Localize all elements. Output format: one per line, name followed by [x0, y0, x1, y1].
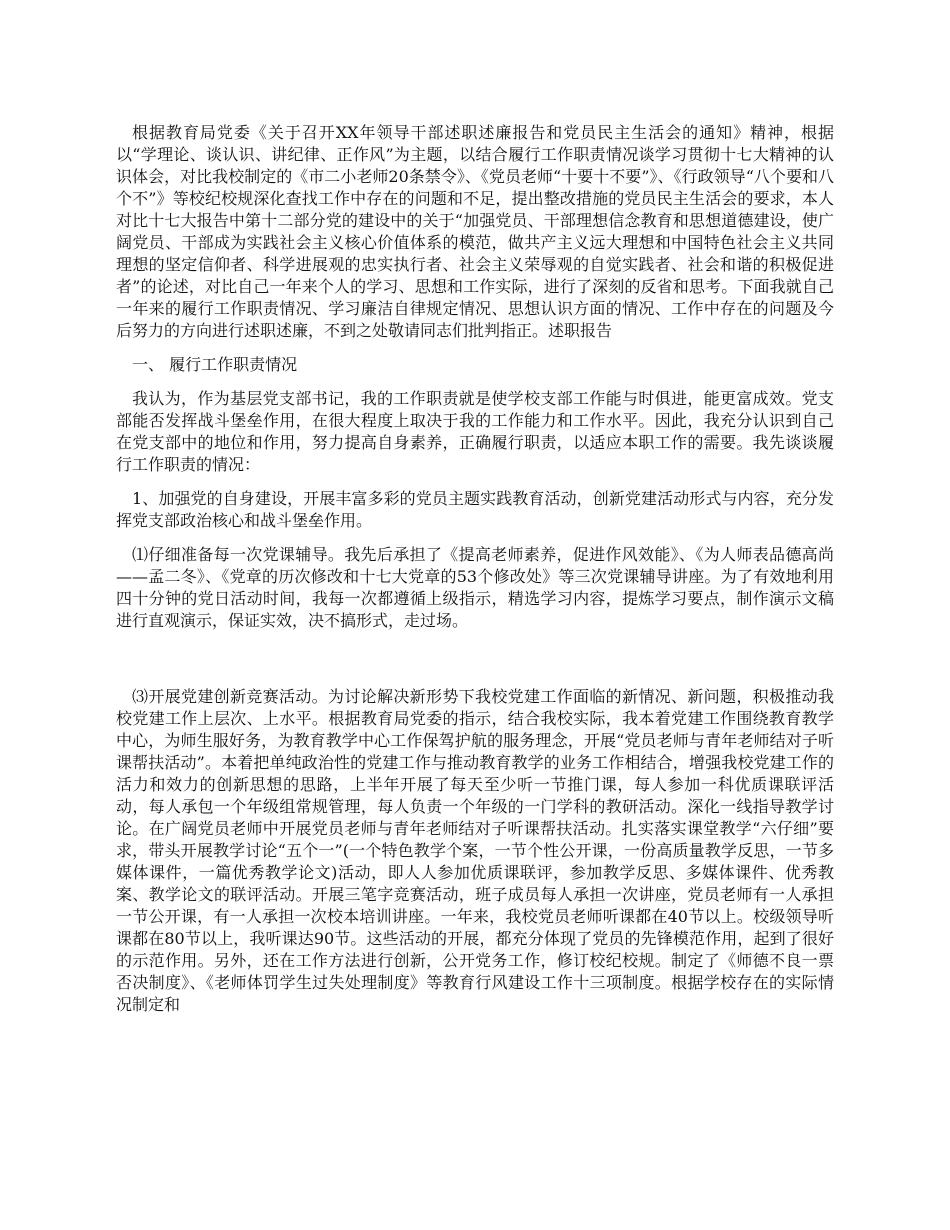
body-paragraph: 我认为，作为基层党支部书记，我的工作职责就是使学校支部工作能与时俱进，能更富成效。党支部能否发挥战斗堡垒作用，在很大程度上取决于我的工作能力和工作水平。因此，我充分认识到自己在党支部中的地位和作用，努力提高自身素养，正确履行职责，以适应本职工作的需要。我先谈谈履行工作职责的情况：	[116, 389, 834, 474]
section-heading: 一、 履行工作职责情况	[132, 355, 298, 374]
sub-item-1: ⑴仔细准备每一次党课辅导。我先后承担了《提高老师素养，促进作风效能》、《为人师表品德高尚——孟二冬》、《党章的历次修改和十七大党章的53个修改处》等三次党课辅导讲座。为了有效地利用四十分钟的党日活动时间，我每一次都遵循上级指示，精选学习内容，提炼学习要点，制作演示文稿进行直观演示，保证实效，决不搞形式，走过场。	[116, 545, 834, 630]
document-page	[116, 122, 834, 1016]
sub-item-3: ⑶开展党建创新竞赛活动。为讨论解决新形势下我校党建工作面临的新情况、新问题，积极推动我校党建工作上层次、上水平。根据教育局党委的指示，结合我校实际，我本着党建工作围绕教育教学中心，为师生服好务，为教育教学中心工作保驾护航的服务理念，开展“党员老师与青年老师结对子听课帮扶活动”。本着把单纯政治性的党建工作与推动教育教学的业务工作相结合，增强我校党建工作的活力和效力的创新思想的思路，上半年开展了每天至少听一节推门课，每人参加一科优质课联评活动，每人承包一个年级组常规管理，每人负责一个年级的一门学科的教研活动。深化一线指导教学讨论。在广阔党员老师中开展党员老师与青年老师结对子听课帮扶活动。扎实落实课堂教学“六仔细”要求，带头开展教学讨论“五个一”(一个特色教学个案，一节个性公开课，一份高质量教学反思，一节多媒体课件，一篇优秀教学论文)活动，即人人参加优质课联评，参加教学反思、多媒体课件、优秀教案、教学论文的联评活动。开展三笔字竞赛活动，班子成员每人承担一次讲座，党员老师有一人承担一节公开课，有一人承担一次校本培训讲座。一年来，我校党员老师听课都在40节以上。校级领导听课都在80节以上，我听课达90节。这些活动的开展，都充分体现了党员的先锋模范作用，起到了很好的示范作用。另外，还在工作方法进行创新，公开党务工作，修订校纪校规。制定了《师德不良一票否决制度》、《老师体罚学生过失处理制度》等教育行风建设工作十三项制度。根据学校存在的实际情况制定和	[116, 687, 834, 1014]
numbered-item: 1、加强党的自身建设，开展丰富多彩的党员主题实践教育活动，创新党建活动形式与内容，充分发挥党支部政治核心和战斗堡垒作用。	[116, 489, 834, 530]
intro-paragraph: 根据教育局党委《关于召开XX年领导干部述职述廉报告和党员民主生活会的通知》精神，根据以“学理论、谈认识、讲纪律、正作风”为主题，以结合履行工作职责情况谈学习贯彻十七大精神的认识体会，对比我校制定的《市二小老师20条禁令》、《党员老师“十要十不要”》、《行政领导“八个要和八个不”》等校纪校规深化查找工作中存在的问题和不足，提出整改措施的党员民主生活会的要求，本人对比十七大报告中第十二部分党的建设中的关于“加强党员、干部理想信念教育和思想道德建设，使广阔党员、干部成为实践社会主义核心价值体系的模范，做共产主义远大理想和中国特色社会主义共同理想的坚定信仰者、科学进展观的忠实执行者、社会主义荣辱观的自觉实践者、社会和谐的积极促进者”的论述，对比自己一年来个人的学习、思想和工作实际，进行了深刻的反省和思考。下面我就自己一年来的履行工作职责情况、学习廉洁自律规定情况、思想认识方面的情况、工作中存在的问题及今后努力的方向进行述职述廉，不到之处敬请同志们批判指正。述职报告	[116, 123, 834, 340]
